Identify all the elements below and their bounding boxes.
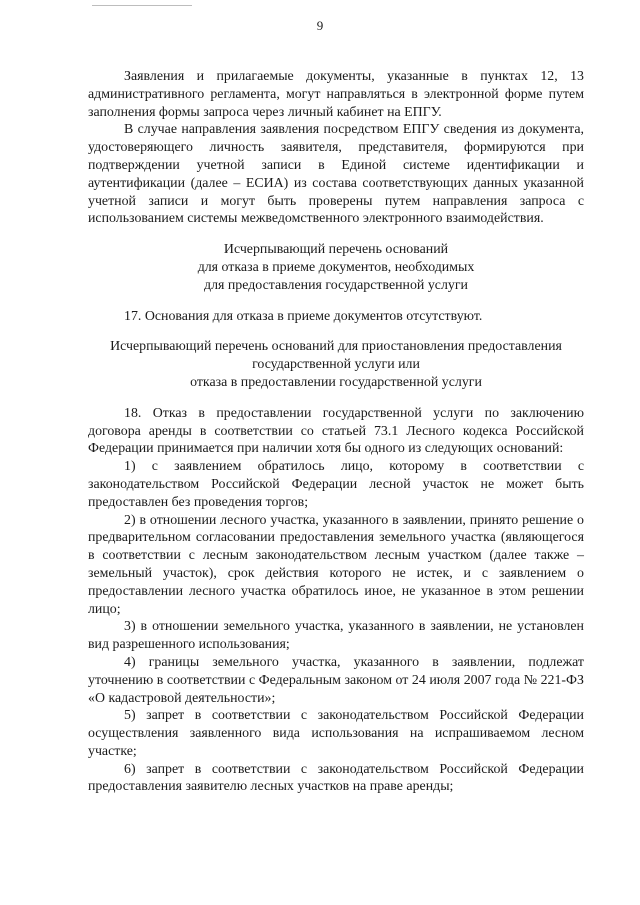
paragraph-electronic-submission: Заявления и прилагаемые документы, указанные в пунктах 12, 13 административного регламента, могут направляться в электронной форме путем заполнения формы запроса через личный кабинет на ЕПГУ. <box>88 69 584 120</box>
heading-line: Исчерпывающий перечень оснований <box>223 242 449 258</box>
list-item-5: 5) запрет в соответствии с законодательством Российской Федерации осуществления заявленного вида использования на испрашиваемом лесном участке; <box>88 708 584 759</box>
paragraph-esia: В случае направления заявления посредством ЕПГУ сведения из документа, удостоверяющего личность заявителя, представителя, формируются при подтверждении учетной записи в Единой системе идентификации и аутентификации (далее – ЕСИА) из состава соответствующих данных указанной учетной записи и могут быть проверены путем направления запроса с использованием системы межведомственного электронного взаимодействия. <box>88 122 584 227</box>
page-number: 9 <box>316 18 324 33</box>
document-body <box>88 68 584 796</box>
list-item-4: 4) границы земельного участка, указанного в заявлении, подлежат уточнению в соответствии с Федеральным законом от 24 июля 2007 года № 221-ФЗ «О кадастровой деятельности»; <box>88 654 584 706</box>
list-item-2: 2) в отношении лесного участка, указанного в заявлении, принято решение о предварительном согласовании предоставления земельного участка (являющегося в соответствии с лесным законодательством лесным участком (далее также – земельный участок), срок действия которого не истек, и с заявлением о предоставлении лесного участка обратилось иное, не указанное в этом решении лицо; <box>88 512 584 617</box>
list-item-1: 1) с заявлением обратилось лицо, которому в соответствии с законодательством Российской Федерации лесной участок не может быть предоставлен без проведения торгов; <box>88 459 584 510</box>
paragraph-17: 17. Основания для отказа в приеме документов отсутствуют. <box>124 308 483 324</box>
heading-line: для отказа в приеме документов, необходимых <box>197 259 475 275</box>
heading-line: Исчерпывающий перечень оснований для приостановления предоставления <box>110 339 562 355</box>
list-item-6: 6) запрет в соответствии с законодательством Российской Федерации предоставления заявителю лесных участков на праве аренды; <box>88 761 584 795</box>
section-heading-suspension-refusal <box>78 338 594 391</box>
heading-line: отказа в предоставлении государственной услуги <box>190 374 482 390</box>
list-item-3: 3) в отношении земельного участка, указанного в заявлении, не установлен вид разрешенного использования; <box>88 619 584 653</box>
paragraph-18: 18. Отказ в предоставлении государственной услуги по заключению договора аренды в соответствии со статьей 73.1 Лесного кодекса Российской Федерации принимается при наличии хотя бы одного из следующих оснований: <box>88 405 584 457</box>
heading-line: для предоставления государственной услуги <box>204 277 468 293</box>
heading-line: государственной услуги или <box>252 357 420 373</box>
section-heading-refusal-acceptance <box>88 241 584 294</box>
scan-artifact-line <box>92 5 192 6</box>
